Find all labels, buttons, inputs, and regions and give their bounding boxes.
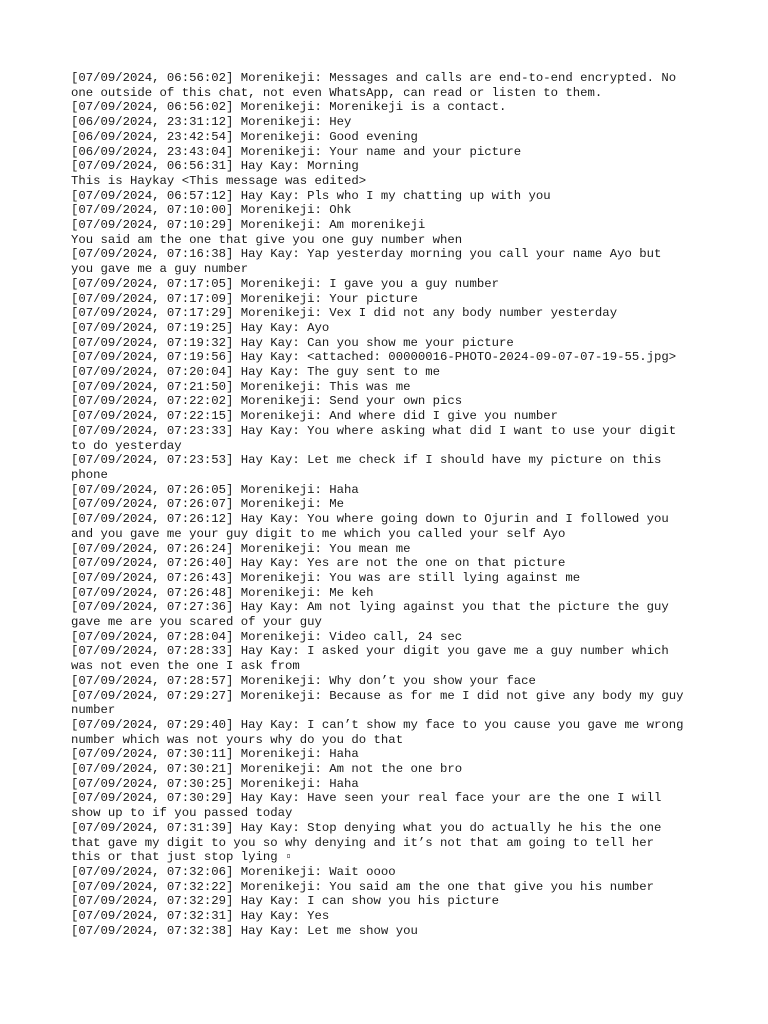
chat-transcript (71, 71, 711, 938)
transcript-line: [07/09/2024, 07:10:00] Morenikeji: Ohk (71, 203, 352, 218)
transcript-line: [07/09/2024, 07:19:56] Hay Kay: <attached: 00000016-PHOTO-2024-09-07-07-19-55.jpg> (71, 350, 677, 365)
transcript-line: [07/09/2024, 06:56:31] Hay Kay: Morning (71, 159, 359, 174)
transcript-line: number which was not yours why do you do that (71, 732, 404, 747)
transcript-line: [07/09/2024, 07:10:29] Morenikeji: Am morenikeji (71, 218, 426, 233)
transcript-line: [07/09/2024, 07:26:24] Morenikeji: You mean me (71, 541, 411, 556)
transcript-line: [07/09/2024, 07:28:57] Morenikeji: Why don’t you show your face (71, 673, 536, 688)
transcript-line: [07/09/2024, 07:22:02] Morenikeji: Send your own pics (71, 394, 463, 409)
transcript-line: This is Haykay <This message was edited> (71, 173, 367, 188)
transcript-line: [07/09/2024, 07:22:15] Morenikeji: And where did I give you number (71, 409, 559, 424)
transcript-line: [07/09/2024, 07:32:29] Hay Kay: I can show you his picture (71, 894, 500, 909)
transcript-line: [06/09/2024, 23:43:04] Morenikeji: Your name and your picture (71, 144, 522, 159)
transcript-line: [07/09/2024, 07:17:09] Morenikeji: Your picture (71, 291, 418, 306)
transcript-line: [07/09/2024, 07:16:38] Hay Kay: Yap yesterday morning you call your name Ayo but (71, 247, 662, 262)
transcript-line: [07/09/2024, 07:19:32] Hay Kay: Can you show me your picture (71, 335, 514, 350)
transcript-line: and you gave me your guy digit to me which you called your self Ayo (71, 526, 566, 541)
transcript-line: [07/09/2024, 07:32:22] Morenikeji: You said am the one that give you his number (71, 879, 654, 894)
transcript-line: to do yesterday (71, 438, 182, 453)
transcript-line: was not even the one I ask from (71, 659, 300, 674)
transcript-line: this or that just stop lying ▫ (71, 850, 293, 865)
transcript-line: You said am the one that give you one guy number when (71, 232, 463, 247)
transcript-line: [07/09/2024, 07:23:33] Hay Kay: You where asking what did I want to use your digit (71, 423, 677, 438)
transcript-line: [07/09/2024, 07:29:40] Hay Kay: I can’t show my face to you cause you gave me wrong (71, 717, 684, 732)
transcript-line: [07/09/2024, 06:57:12] Hay Kay: Pls who I my chatting up with you (71, 188, 551, 203)
transcript-line: [07/09/2024, 07:32:06] Morenikeji: Wait oooo (71, 864, 396, 879)
transcript-line: [07/09/2024, 07:31:39] Hay Kay: Stop denying what you do actually he his the one (71, 820, 662, 835)
transcript-line: [07/09/2024, 07:23:53] Hay Kay: Let me check if I should have my picture on this (71, 453, 662, 468)
transcript-line: [07/09/2024, 06:56:02] Morenikeji: Morenikeji is a contact. (71, 100, 507, 115)
transcript-line: that gave my digit to you so why denying and it’s not that am going to tell her (71, 835, 654, 850)
transcript-line: [07/09/2024, 07:26:43] Morenikeji: You was are still lying against me (71, 570, 581, 585)
transcript-line: [07/09/2024, 07:26:12] Hay Kay: You where going down to Ojurin and I followed you (71, 512, 669, 527)
transcript-line: [07/09/2024, 07:17:05] Morenikeji: I gave you a guy number (71, 276, 500, 291)
transcript-line: [07/09/2024, 07:26:05] Morenikeji: Haha (71, 482, 359, 497)
transcript-line: [07/09/2024, 07:20:04] Hay Kay: The guy sent to me (71, 365, 440, 380)
transcript-line: [07/09/2024, 07:32:38] Hay Kay: Let me show you (71, 923, 418, 938)
transcript-line: [06/09/2024, 23:31:12] Morenikeji: Hey (71, 115, 352, 130)
transcript-line: [07/09/2024, 07:28:33] Hay Kay: I asked your digit you gave me a guy number which (71, 644, 669, 659)
transcript-line: number (71, 703, 116, 718)
transcript-line: [07/09/2024, 06:56:02] Morenikeji: Messages and calls are end-to-end encrypted. No (71, 71, 677, 85)
transcript-line: one outside of this chat, not even WhatsApp, can read or listen to them. (71, 85, 603, 100)
transcript-line: [07/09/2024, 07:30:25] Morenikeji: Haha (71, 776, 359, 791)
transcript-line: [07/09/2024, 07:19:25] Hay Kay: Ayo (71, 320, 330, 335)
transcript-line: [07/09/2024, 07:26:07] Morenikeji: Me (71, 497, 345, 512)
transcript-line: [07/09/2024, 07:30:29] Hay Kay: Have seen your real face your are the one I will (71, 791, 662, 806)
transcript-line: [07/09/2024, 07:30:21] Morenikeji: Am not the one bro (71, 762, 463, 777)
transcript-line: gave me are you scared of your guy (71, 615, 322, 630)
transcript-line: [07/09/2024, 07:30:11] Morenikeji: Haha (71, 747, 359, 762)
transcript-line: [07/09/2024, 07:21:50] Morenikeji: This was me (71, 379, 411, 394)
transcript-line: [07/09/2024, 07:28:04] Morenikeji: Video call, 24 sec (71, 629, 463, 644)
transcript-line: [06/09/2024, 23:42:54] Morenikeji: Good evening (71, 129, 418, 144)
transcript-line: [07/09/2024, 07:27:36] Hay Kay: Am not lying against you that the picture the guy (71, 600, 669, 615)
transcript-line: [07/09/2024, 07:26:48] Morenikeji: Me keh (71, 585, 374, 600)
transcript-line: [07/09/2024, 07:17:29] Morenikeji: Vex I did not any body number yesterday (71, 306, 618, 321)
transcript-line: phone (71, 467, 108, 482)
transcript-line: show up to if you passed today (71, 806, 293, 821)
transcript-line: you gave me a guy number (71, 262, 249, 277)
transcript-line: [07/09/2024, 07:26:40] Hay Kay: Yes are not the one on that picture (71, 556, 566, 571)
transcript-line: [07/09/2024, 07:29:27] Morenikeji: Because as for me I did not give any body my guy (71, 688, 684, 703)
transcript-line: [07/09/2024, 07:32:31] Hay Kay: Yes (71, 909, 330, 924)
